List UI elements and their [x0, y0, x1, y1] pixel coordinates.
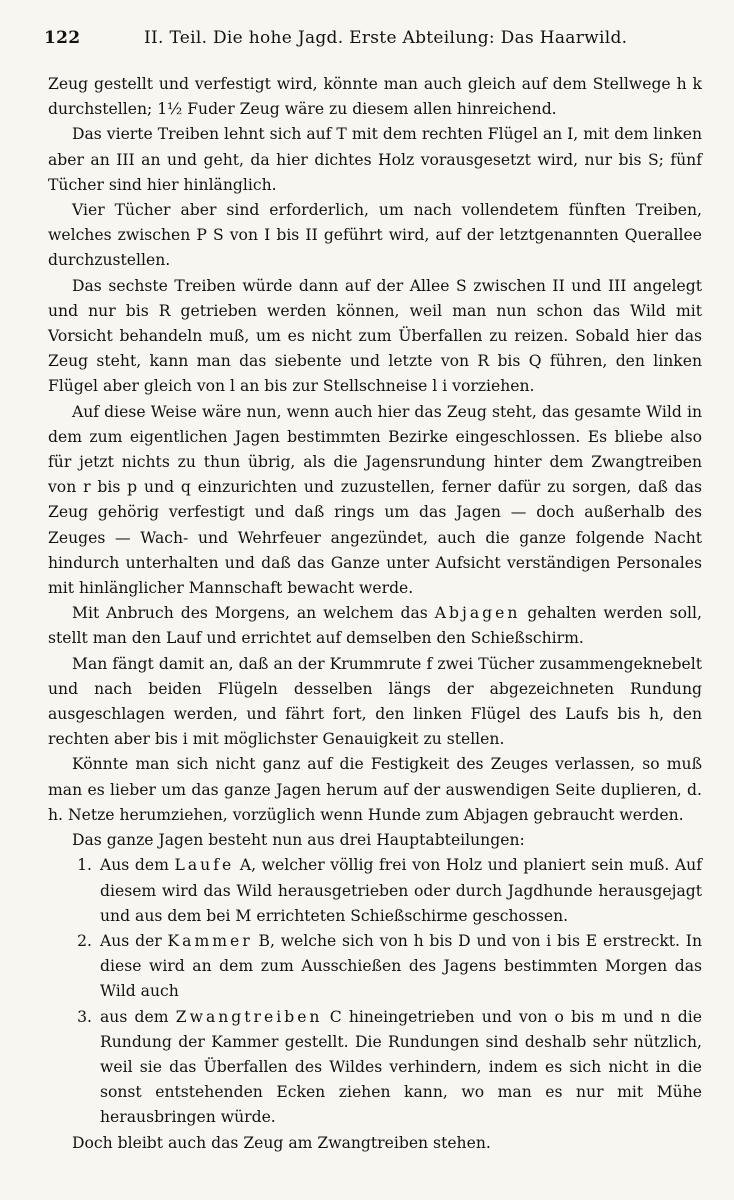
list-number: 3.	[77, 1007, 92, 1026]
paragraph-abjagen	[48, 601, 702, 651]
text-run: aus dem	[100, 1007, 169, 1026]
page-number: 122	[44, 28, 81, 48]
paragraph: Auf diese Weise wäre nun, wenn auch hier das Zeug steht, das gesamte Wild in dem zum eigentlichen Jagen bestimmten Bezirke eingeschlossen. Es bliebe also für jetzt nichts zu thun übrig, als die Jagensrundung hinter dem Zwangtreiben von r bis p und q einzurichten und zuzustellen, ferner dafür zu sorgen, daß das Zeug gehörig verfestigt und daß rings um das Jagen — doch außerhalb des Zeuges — Wach- und Wehrfeuer angezündet, auch die ganze folgende Nacht hindurch unterhalten und daß das Ganze unter Aufsicht verständigen Personales mit hinlänglicher Mannschaft bewacht werde.	[48, 402, 702, 598]
list-number: 1.	[77, 856, 92, 875]
emphasized-term: Laufe	[174, 856, 235, 875]
list-number: 2.	[77, 931, 92, 950]
emphasized-term: Abjagen	[434, 604, 521, 623]
closing-paragraph: Doch bleibt auch das Zeug am Zwangtreiben stehen.	[72, 1133, 491, 1152]
list-item	[48, 929, 702, 1005]
list-item	[48, 1005, 702, 1131]
text-run: gehalten werden soll, stellt man den Lauf und errichtet auf demselben den Schießschirm.	[48, 604, 702, 648]
body-text	[48, 72, 702, 1156]
page-header	[44, 28, 704, 54]
emphasized-term: Kammer	[167, 931, 253, 950]
text-run: Aus der	[100, 931, 162, 950]
running-head: II. Teil. Die hohe Jagd. Erste Abteilung: Das Haarwild.	[144, 28, 628, 48]
paragraph: Das vierte Treiben lehnt sich auf T mit dem rechten Flügel an I, mit dem linken aber an III an und geht, da hier dichtes Holz vorausgesetzt wird, nur bis S; fünf Tücher sind hier hinlänglich.	[48, 125, 702, 194]
text-run: Aus dem	[100, 856, 169, 875]
paragraph: Man fängt damit an, daß an der Krummrute f zwei Tücher zusammengeknebelt und nach beiden Flügeln desselben längs der abgezeichneten Rundung ausgeschlagen werden, und fährt fort, den linken Flügel des Laufs bis h, den rechten aber bis i mit möglichster Genauigkeit zu stellen.	[48, 654, 702, 749]
paragraph: Das sechste Treiben würde dann auf der Allee S zwischen II und III angelegt und nur bis R getrieben werden können, weil man nun schon das Wild mit Vorsicht behandeln muß, um es nicht zum Überfallen zu reizen. Sobald hier das Zeug steht, kann man das siebente und letzte von R bis Q führen, den linken Flügel aber gleich von l an bis zur Stellschneise l i vorziehen.	[48, 276, 702, 396]
text-run: C hineingetrieben und von o bis m und n die Rundung der Kammer gestellt. Die Rundungen sind deshalb sehr nützlich, weil sie das Überfallen des Wildes verhindern, indem es sich nicht in die sonst entstehenden Ecken ziehen kann, wo man es nur mit Mühe herausbringen würde.	[100, 1007, 703, 1127]
text-run: Mit Anbruch des Morgens, an welchem das	[72, 604, 428, 623]
paragraph: Zeug gestellt und verfestigt wird, könnte man auch gleich auf dem Stellwege h k durchstellen; 1½ Fuder Zeug wäre zu diesem allen hinreichend.	[48, 75, 702, 119]
paragraph: Könnte man sich nicht ganz auf die Festigkeit des Zeuges verlassen, so muß man es lieber um das ganze Jagen herum auf der auswendigen Seite duplieren, d. h. Netze herumziehen, vorzüglich wenn Hunde zum Abjagen gebraucht werden.	[48, 755, 702, 824]
emphasized-term: Zwangtreiben	[175, 1007, 323, 1026]
text-run: B, welche sich von h bis D und von i bis E erstreckt. In diese wird an dem zum Ausschießen des Jagens bestimmten Morgen das Wild auch	[100, 931, 702, 1001]
paragraph: Das ganze Jagen besteht nun aus drei Hauptabteilungen:	[72, 831, 525, 850]
list-item	[48, 853, 702, 929]
paragraph: Vier Tücher aber sind erforderlich, um nach vollendetem fünften Treiben, welches zwischen P S von I bis II geführt wird, auf der letztgenannten Querallee durchzustellen.	[48, 201, 702, 270]
text-run: A, welcher völlig frei von Holz und planiert sein muß. Auf diesem wird das Wild herausgetrieben oder durch Jagdhunde herausgejagt und aus dem bei M errichteten Schießschirme geschossen.	[100, 856, 702, 925]
